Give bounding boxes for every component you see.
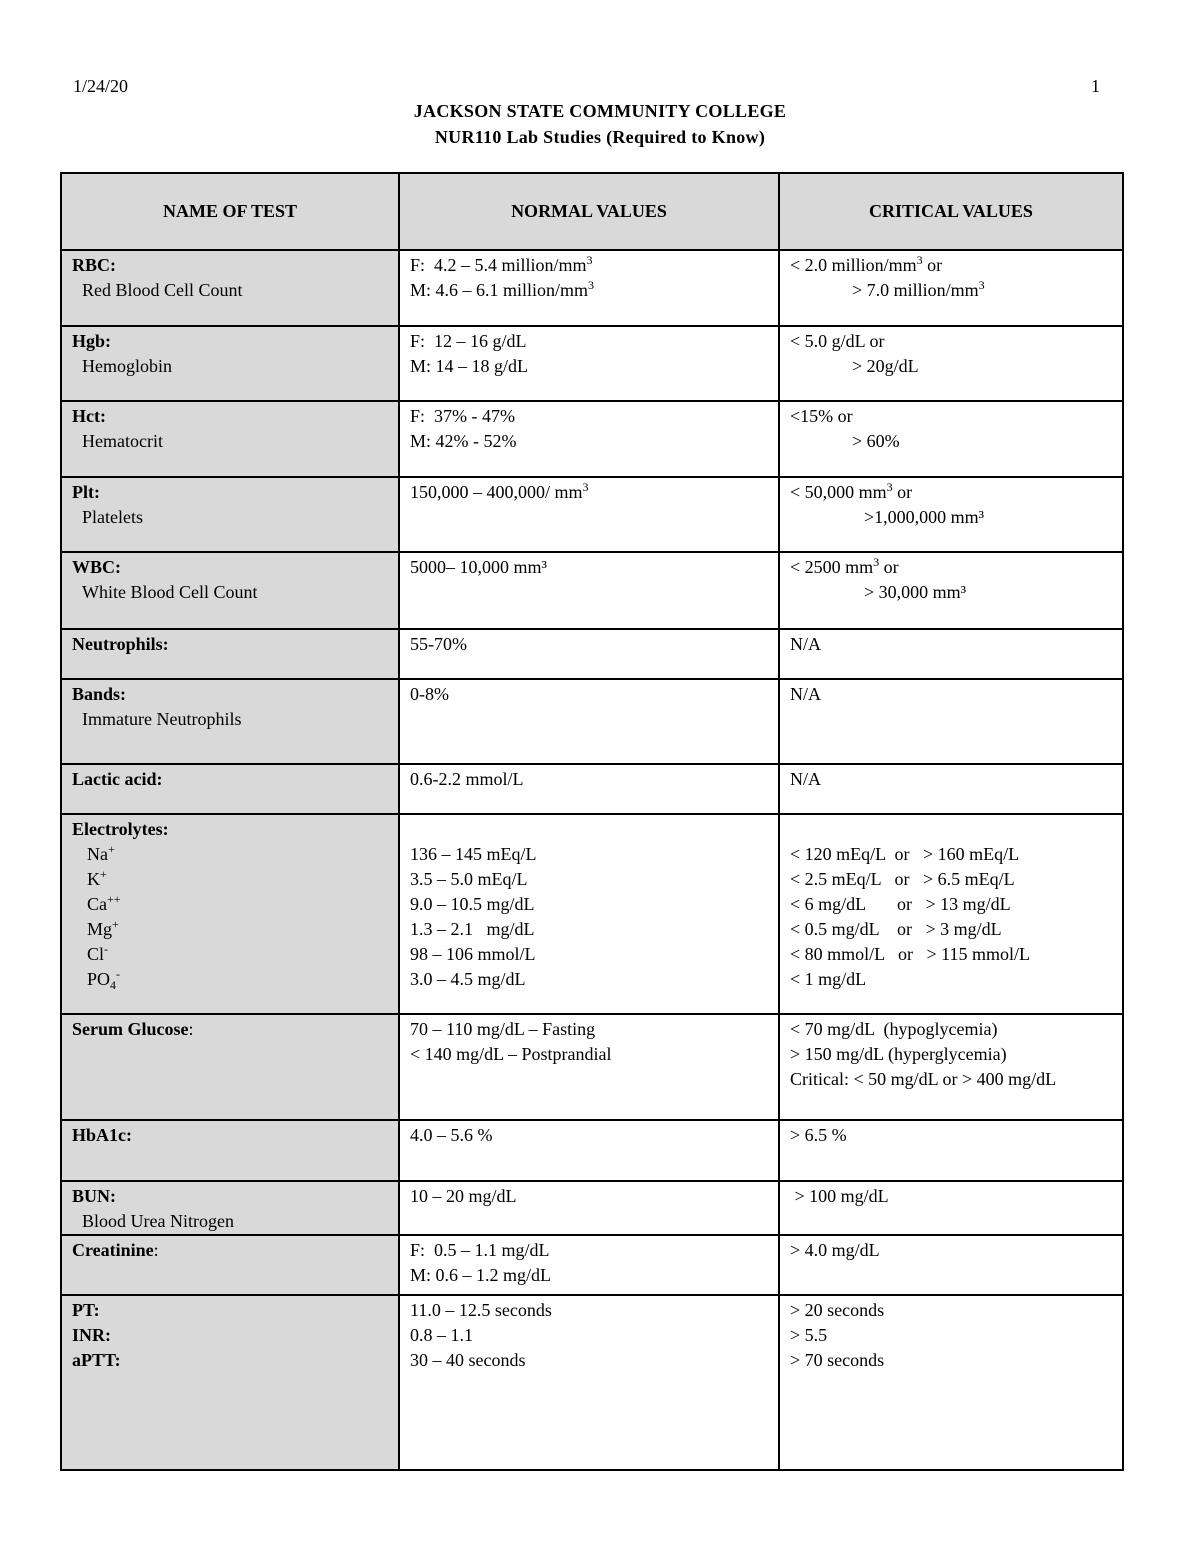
- critical-value: N/A: [790, 634, 821, 654]
- critical-value-aptt: > 70 seconds: [790, 1350, 885, 1370]
- critical-value-phosphate: < 1 mg/dL: [790, 969, 867, 989]
- test-name-colon: :: [153, 1240, 159, 1260]
- test-description: Platelets: [82, 507, 143, 527]
- normal-value: 0.6-2.2 mmol/L: [410, 769, 524, 789]
- critical-value: > 4.0 mg/dL: [790, 1240, 880, 1260]
- table-row-serum-glucose: [61, 1014, 1123, 1120]
- normal-value-male: M: 14 – 18 g/dL: [410, 356, 529, 376]
- test-name-cell: [61, 814, 399, 1014]
- test-description: Immature Neutrophils: [82, 709, 242, 729]
- test-name-cell: [61, 764, 399, 814]
- normal-value: 4.0 – 5.6 %: [410, 1125, 493, 1145]
- normal-value-cell: [399, 1235, 779, 1295]
- test-description: Blood Urea Nitrogen: [82, 1211, 234, 1231]
- test-name-cell: [61, 679, 399, 764]
- normal-value-male: M: 0.6 – 1.2 mg/dL: [410, 1265, 552, 1285]
- normal-value-male: M: 4.6 – 6.1 million/mm: [410, 280, 589, 300]
- normal-value-cell: [399, 764, 779, 814]
- normal-value-inr: 0.8 – 1.1: [410, 1325, 473, 1345]
- superscript: 3: [916, 253, 923, 267]
- superscript: 3: [586, 253, 593, 267]
- critical-value-chloride: < 80 mmol/L or > 115 mmol/L: [790, 944, 1030, 964]
- test-name: Hgb:: [72, 331, 112, 351]
- table-row-plt: [61, 477, 1123, 552]
- test-name-cell: [61, 1235, 399, 1295]
- normal-value-potassium: 3.5 – 5.0 mEq/L: [410, 869, 528, 889]
- critical-value-cell: [779, 1235, 1123, 1295]
- normal-value-magnesium: 1.3 – 2.1 mg/dL: [410, 919, 535, 939]
- page-number: 1: [1091, 76, 1100, 96]
- normal-value-male: M: 42% - 52%: [410, 431, 517, 451]
- test-name: Electrolytes:: [72, 819, 169, 839]
- normal-value-cell: [399, 1120, 779, 1181]
- normal-value-phosphate: 3.0 – 4.5 mg/dL: [410, 969, 526, 989]
- test-name-pt: PT:: [72, 1300, 100, 1320]
- test-name: Plt:: [72, 482, 100, 502]
- test-name: Lactic acid:: [72, 769, 163, 789]
- normal-value-female: F: 4.2 – 5.4 million/mm: [410, 255, 587, 275]
- superscript: 3: [886, 480, 893, 494]
- test-name: RBC:: [72, 255, 116, 275]
- critical-value-cell: [779, 1295, 1123, 1470]
- critical-low: < 2500 mm: [790, 557, 874, 577]
- test-name-cell: [61, 477, 399, 552]
- superscript: 3: [582, 480, 589, 494]
- critical-value-cell: [779, 1181, 1123, 1235]
- test-name-cell: [61, 326, 399, 401]
- test-name: Serum Glucose: [72, 1019, 189, 1039]
- critical-low: < 2.0 million/mm: [790, 255, 917, 275]
- test-name: Bands:: [72, 684, 127, 704]
- table-row-hct: [61, 401, 1123, 477]
- test-name-cell: [61, 1295, 399, 1470]
- test-description: Hemoglobin: [82, 356, 172, 376]
- electrolyte-phosphate: $PO_4^-$: [87, 967, 121, 992]
- critical-value-cell: [779, 326, 1123, 401]
- normal-value-calcium: 9.0 – 10.5 mg/dL: [410, 894, 535, 914]
- table-row-coagulation: [61, 1295, 1123, 1470]
- critical-value: > 6.5 %: [790, 1125, 847, 1145]
- test-name-cell: [61, 1014, 399, 1120]
- normal-value-aptt: 30 – 40 seconds: [410, 1350, 526, 1370]
- superscript: 3: [978, 278, 985, 292]
- normal-value: 10 – 20 mg/dL: [410, 1186, 517, 1206]
- normal-value-female: F: 37% - 47%: [410, 406, 515, 426]
- table-row-neutrophils: [61, 629, 1123, 679]
- test-description: Red Blood Cell Count: [82, 280, 243, 300]
- document-date: 1/24/20: [73, 76, 129, 96]
- table-row-hba1c: [61, 1120, 1123, 1181]
- table-row-bun: [61, 1181, 1123, 1235]
- table-row-rbc: [61, 250, 1123, 326]
- critical-value-pt: > 20 seconds: [790, 1300, 885, 1320]
- critical-hypoglycemia: < 70 mg/dL (hypoglycemia): [790, 1019, 998, 1039]
- normal-value-female: F: 0.5 – 1.1 mg/dL: [410, 1240, 550, 1260]
- critical-high: > 30,000 mm³: [864, 582, 967, 602]
- test-name: Hct:: [72, 406, 106, 426]
- critical-value-calcium: < 6 mg/dL or > 13 mg/dL: [790, 894, 1011, 914]
- lab-values-table: [60, 172, 1124, 1471]
- column-header-critical: CRITICAL VALUES: [779, 173, 1123, 250]
- column-header-normal: NORMAL VALUES: [399, 173, 779, 250]
- critical-hyperglycemia: > 150 mg/dL (hyperglycemia): [790, 1044, 1007, 1064]
- normal-value-cell: [399, 326, 779, 401]
- test-name-cell: [61, 1120, 399, 1181]
- table-row-hgb: [61, 326, 1123, 401]
- critical-value-cell: [779, 250, 1123, 326]
- superscript: 3: [588, 278, 595, 292]
- normal-value-fasting: 70 – 110 mg/dL – Fasting: [410, 1019, 596, 1039]
- table-row-lactic-acid: [61, 764, 1123, 814]
- critical-value-sodium: < 120 mEq/L or > 160 mEq/L: [790, 844, 1020, 864]
- electrolyte-potassium: K+: [87, 867, 107, 889]
- test-name-cell: [61, 629, 399, 679]
- normal-value-cell: [399, 629, 779, 679]
- critical-value-cell: [779, 477, 1123, 552]
- normal-value-cell: [399, 401, 779, 477]
- test-description: Hematocrit: [82, 431, 163, 451]
- critical-or: or: [879, 557, 899, 577]
- critical-high: > 7.0 million/mm: [852, 280, 979, 300]
- normal-value: 5000– 10,000 mm³: [410, 557, 547, 577]
- critical-value-cell: [779, 679, 1123, 764]
- critical-value-cell: [779, 1014, 1123, 1120]
- critical-high: > 60%: [852, 431, 900, 451]
- critical-value-cell: [779, 764, 1123, 814]
- table-row-creatinine: [61, 1235, 1123, 1295]
- document-title: JACKSON STATE COMMUNITY COLLEGE: [413, 101, 787, 121]
- electrolyte-magnesium: Mg+: [87, 917, 119, 939]
- normal-value: 55-70%: [410, 634, 467, 654]
- test-name: Neutrophils:: [72, 634, 169, 654]
- normal-value: 150,000 – 400,000/ mm: [410, 482, 583, 502]
- test-name-cell: [61, 552, 399, 629]
- normal-value-postprandial: < 140 mg/dL – Postprandial: [410, 1044, 612, 1064]
- test-name-inr: INR:: [72, 1325, 111, 1345]
- normal-value-cell: [399, 250, 779, 326]
- normal-value-female: F: 12 – 16 g/dL: [410, 331, 527, 351]
- test-name-cell: [61, 250, 399, 326]
- test-name: WBC:: [72, 557, 121, 577]
- critical-high: > 20g/dL: [852, 356, 919, 376]
- document-subtitle: NUR110 Lab Studies (Required to Know): [434, 127, 766, 147]
- normal-value-cell: [399, 814, 779, 1014]
- critical-or: or: [892, 482, 913, 502]
- test-name-cell: [61, 401, 399, 477]
- critical-or: or: [922, 255, 943, 275]
- normal-value-cell: [399, 679, 779, 764]
- critical-value-magnesium: < 0.5 mg/dL or > 3 mg/dL: [790, 919, 1002, 939]
- normal-value: 0-8%: [410, 684, 449, 704]
- test-name-colon: :: [188, 1019, 194, 1039]
- critical-low: <15% or: [790, 406, 853, 426]
- electrolyte-chloride: Cl-: [87, 942, 109, 964]
- electrolyte-calcium: Ca++: [87, 892, 121, 914]
- critical-value: N/A: [790, 684, 821, 704]
- test-description: White Blood Cell Count: [82, 582, 258, 602]
- normal-value-cell: [399, 552, 779, 629]
- table-row-wbc: [61, 552, 1123, 629]
- critical-value-potassium: < 2.5 mEq/L or > 6.5 mEq/L: [790, 869, 1015, 889]
- superscript: 3: [873, 555, 880, 569]
- critical-value-cell: [779, 814, 1123, 1014]
- critical-value-cell: [779, 552, 1123, 629]
- test-name-cell: [61, 1181, 399, 1235]
- column-header-name: NAME OF TEST: [61, 173, 399, 250]
- critical-value-cell: [779, 1120, 1123, 1181]
- document-title-block: [0, 98, 1200, 150]
- test-name: Creatinine: [72, 1240, 154, 1260]
- normal-value-chloride: 98 – 106 mmol/L: [410, 944, 536, 964]
- critical-value: > 100 mg/dL: [790, 1186, 889, 1206]
- table-header-row: [61, 173, 1123, 250]
- normal-value-sodium: 136 – 145 mEq/L: [410, 844, 537, 864]
- critical-low: < 50,000 mm: [790, 482, 887, 502]
- normal-value-cell: [399, 1181, 779, 1235]
- table-row-bands: [61, 679, 1123, 764]
- critical-low: < 5.0 g/dL or: [790, 331, 885, 351]
- test-name: BUN:: [72, 1186, 116, 1206]
- critical-value-inr: > 5.5: [790, 1325, 828, 1345]
- critical-value-cell: [779, 629, 1123, 679]
- critical-high: >1,000,000 mm³: [864, 507, 985, 527]
- normal-value-cell: [399, 477, 779, 552]
- critical-value: N/A: [790, 769, 821, 789]
- normal-value-pt: 11.0 – 12.5 seconds: [410, 1300, 552, 1320]
- critical-range: Critical: < 50 mg/dL or > 400 mg/dL: [790, 1069, 1057, 1089]
- test-name: HbA1c:: [72, 1125, 132, 1145]
- table-row-electrolytes: [61, 814, 1123, 1014]
- normal-value-cell: [399, 1014, 779, 1120]
- electrolyte-sodium: Na+: [87, 842, 115, 864]
- critical-value-cell: [779, 401, 1123, 477]
- normal-value-cell: [399, 1295, 779, 1470]
- test-name-aptt: aPTT:: [72, 1350, 121, 1370]
